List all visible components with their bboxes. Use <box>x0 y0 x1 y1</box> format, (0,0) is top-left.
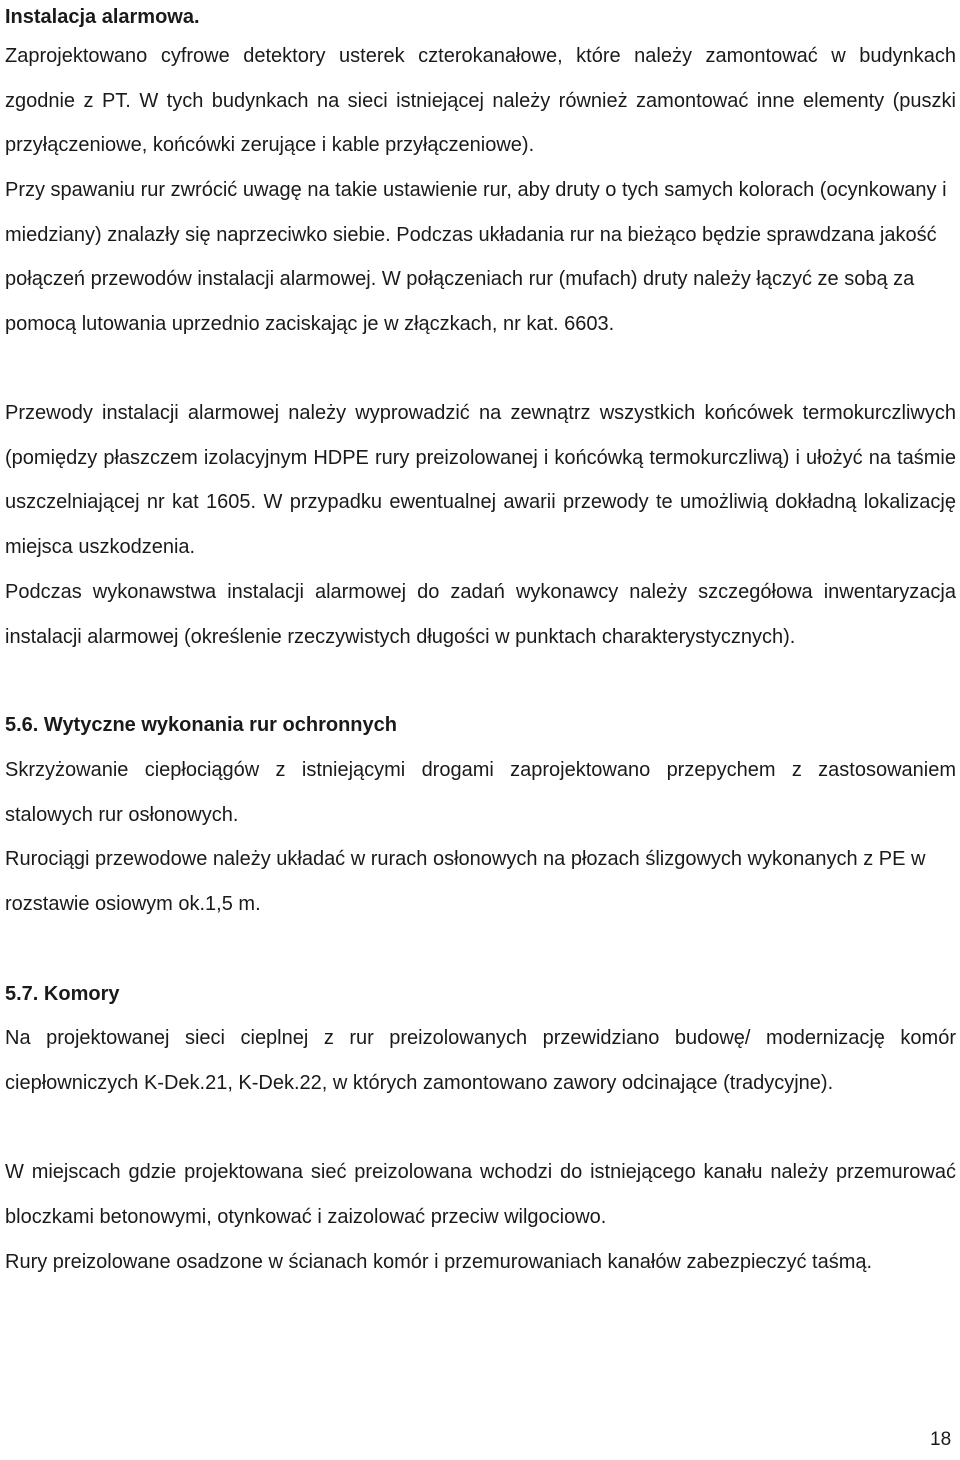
section-title-5-6: Wytyczne wykonania rur ochronnych <box>43 714 397 736</box>
paragraph-pipelines: Rurociągi przewodowe należy układać w rurach osłonowych na płozach ślizgowych wykonanych z PE w rozstawie osiowym ok.1,5 m. <box>5 848 926 915</box>
section-title-5-7: Komory <box>43 983 120 1005</box>
paragraph-alarm-inventory: Podczas wykonawstwa instalacji alarmowej do zadań wykonawcy należy szczegółowa inwentaryzacja instalacji alarmowej (określenie rzeczywistych długości w punktach charakterystycznych). <box>5 581 956 648</box>
paragraph-alarm-wires: Przewody instalacji alarmowej należy wyprowadzić na zewnątrz wszystkich końcówek termokurczliwych (pomiędzy płaszczem izolacyjnym HDPE rury preizolowanej i końcówką termokurczliwą) i ułożyć na taśmie uszczelniającej nr kat 1605. W przypadku ewentualnej awarii przewody te umożliwią dokładną lokalizację miejsca uszkodzenia. <box>5 402 956 558</box>
section-number-5-6: 5.6. <box>5 714 39 736</box>
paragraph-crossings: Skrzyżowanie ciepłociągów z istniejącymi drogami zaprojektowano przepychem z zastosowaniem stalowych rur osłonowych. <box>5 759 956 826</box>
section-title-alarm: Instalacja alarmowa. <box>5 6 200 28</box>
section-number-5-7: 5.7. <box>5 983 39 1005</box>
paragraph-tape: Rury preizolowane osadzone w ścianach komór i przemurowaniach kanałów zabezpieczyć taśmą. <box>5 1251 873 1273</box>
paragraph-alarm-welding: Przy spawaniu rur zwrócić uwagę na takie ustawienie rur, aby druty o tych samych kolorach (ocynkowany i miedziany) znalazły się naprzeciwko siebie. Podczas układania rur na bieżąco będzie sprawdzana jakość połączeń przewodów instalacji alarmowej. W połączeniach rur (mufach) druty należy łączyć ze sobą za pomocą lutowania uprzednio zaciskając je w złączkach, nr kat. 6603. <box>5 179 947 335</box>
paragraph-chambers: Na projektowanej sieci cieplnej z rur preizolowanych przewidziano budowę/ modernizację komór ciepłowniczych K-Dek.21, K-Dek.22, w których zamontowano zawory odcinające (tradycyjne). <box>5 1027 956 1094</box>
page-number: 18 <box>930 1429 952 1450</box>
paragraph-channel-walls: W miejscach gdzie projektowana sieć preizolowana wchodzi do istniejącego kanału należy przemurować bloczkami betonowymi, otynkować i zaizolować przeciw wilgociowo. <box>5 1161 956 1228</box>
paragraph-alarm-detectors: Zaprojektowano cyfrowe detektory usterek czterokanałowe, które należy zamontować w budynkach zgodnie z PT. W tych budynkach na sieci istniejącej należy również zamontować inne elementy (puszki przyłączeniowe, końcówki zerujące i kable przyłączeniowe). <box>5 45 956 157</box>
section-heading-5-6 <box>5 703 397 748</box>
section-heading-5-7 <box>5 972 120 1017</box>
